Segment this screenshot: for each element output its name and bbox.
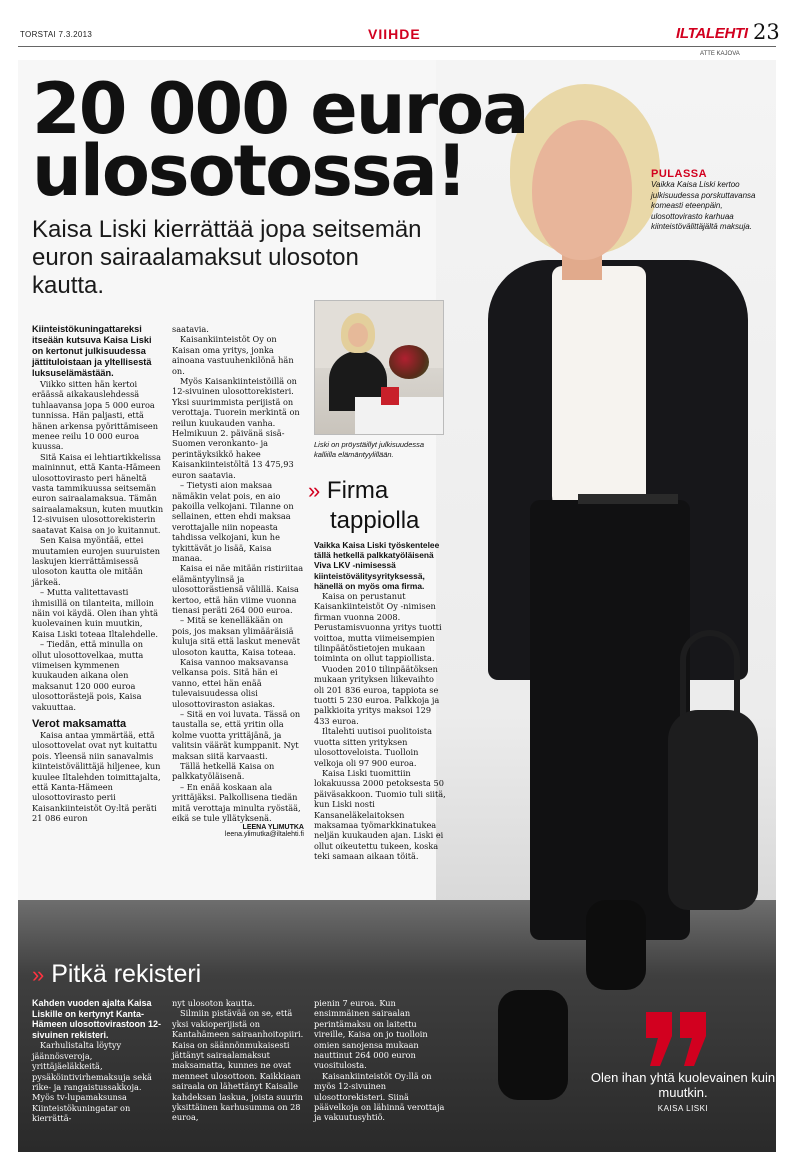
headline-line-2: ulosotossa! xyxy=(32,130,466,212)
photo-belt xyxy=(578,494,678,504)
firma-title-line-1: Firma xyxy=(326,477,389,504)
inset-photo xyxy=(314,300,444,435)
header-rule xyxy=(18,46,776,47)
article-column-1 xyxy=(32,324,164,884)
quote-marks-icon xyxy=(642,1010,712,1068)
photo-shirt xyxy=(552,266,646,516)
body-paragraph: Kaisa antaa ymmärtää, että ulosottovelat ovat nyt kuitattu pois. Yleensä niin sanavalmis kiinteistövälittäjä hiljenee, kun kuulee Iltalehden toimittajalta, että Kanta-Hämeen ulosottovirasto perii Kaisankiinteistöt Oy:ltä peräti 21 086 euron xyxy=(32,730,161,824)
article-subheadline: Kaisa Liski kierrättää jopa seitsemän euron sairaalamaksut ulosoton kautta. xyxy=(32,216,422,299)
body-paragraph: Silmiin pistävää on se, että yksi vakioperijistä on Kantahämeen sairaanhoitopiiri. Kaisa on säännönmukaisesti jättänyt sairaalamaksut maksamatta, kunnes ne ovat menneet ulosottoon. Kaikkiaan sairaala on lähettänyt Kaisalle kahdeksan laskua, joista suurin yksittäinen karhusumma on 28 euroa, xyxy=(172,1008,304,1123)
body-paragraph: – En enää koskaan ala yrittäjäksi. Palkollisena tiedän mitä verottaja minulta ryöstää, eikä se tule yllätyksenä. xyxy=(172,781,301,824)
brand-logo: ILTALEHTI xyxy=(676,25,748,42)
body-paragraph: Tällä hetkellä Kaisa on palkkatyöläisenä. xyxy=(172,761,275,782)
section-label: VIIHDE xyxy=(368,26,421,42)
firma-column xyxy=(314,540,446,890)
inset-flowers xyxy=(389,345,429,379)
photo-caption-pulassa xyxy=(651,168,776,233)
inset-gift xyxy=(381,387,399,405)
pitka-lead: Kahden vuoden ajalta Kaisa Liskille on kertynyt Kanta-Hämeen ulosottovirastoon 12-sivuinen rekisteri. xyxy=(32,998,162,1040)
body-paragraph: Kaisa ei näe mitään ristiriitaa elämäntyylinsä ja ulosottorästiensä välillä. Kaisa kertoo, että hän viime vuonna tienasi peräti 264 000 euroa. xyxy=(172,563,304,615)
section-subhead: Verot maksamatta xyxy=(32,718,127,730)
body-paragraph: pienin 7 euroa. Kun ensimmäinen sairaalan perintämaksu on laitettu vireille, Kaisa on jo tuolloin omien sanojensa mukaan nauttinut 264 000 euron vuositulosta. xyxy=(314,998,428,1071)
chevron-right-icon: » xyxy=(308,478,321,503)
inset-woman-face xyxy=(348,323,368,347)
photo-credit: ATTE KAJOVA xyxy=(700,51,740,57)
pitka-column-3 xyxy=(314,998,446,1123)
body-paragraph: Viikko sitten hän kertoi eräässä aikakauslehdessä tuhlaavansa jopa 5 000 euroa tunnissa. Hän paljasti, että hänen arkensa pyörittämiseen menee reilu 10 000 euroa kuussa. xyxy=(32,379,159,452)
photo-face xyxy=(532,120,632,260)
firma-title-line-2: tappiolla xyxy=(330,507,420,534)
body-paragraph: – Tietysti aion maksaa nämäkin velat pois, en aio pakoilla velkojani. Tilanne on sellainen, etten ehdi maksaa verottajalle niin nopeasta tahdissa velkojani, kun he tykittävät jo lisää, Kaisa manaa. xyxy=(172,480,294,563)
page-number: 23 xyxy=(753,20,780,44)
chevron-right-icon: » xyxy=(32,962,45,987)
body-paragraph: Kaisa Liski tuomittiin lokakuussa 2000 petoksesta 50 päiväsakkoon. Tuomio tuli siitä, kun Liski nosti Kansaneläkelaitoksen maksamaa työmarkkinatukea neljän kuukauden ajan. Liski ei ollut oikeutettu tukeen, koska teki samaan aikaan töitä. xyxy=(314,767,446,862)
pitka-column-1 xyxy=(32,998,162,1124)
body-paragraph: Kaisankiinteistöt Oy:llä on myös 12-sivuinen ulosottorekisteri. Siinä päävelkoja on lähinnä verottaja ja vakuutusyhtiö. xyxy=(314,1070,445,1123)
caption-kicker: PULASSA xyxy=(651,168,708,180)
pitka-title: Pitkä rekisteri xyxy=(51,960,202,988)
caption-text: Vaikka Kaisa Liski kertoo julkisuudessa porskuttavansa komeasti eteenpäin, ulosottovirasto karhuaa kiinteistövälittäjältä maksuja. xyxy=(651,180,756,231)
article-headline xyxy=(32,68,528,212)
quote-text: Olen ihan yhtä kuolevainen kuin muutkin. xyxy=(590,1070,776,1100)
body-paragraph: – Mutta valitettavasti ihmisillä on tilanteita, milloin näin voi käydä. Olen ihan yhtä kuolevainen kuin muutkin, Kaisa Liski toteaa Iltalehdelle. xyxy=(32,587,158,639)
quote-attribution: KAISA LISKI xyxy=(657,1104,709,1113)
body-paragraph: Vuoden 2010 tilinpäätöksen mukaan yrityksen liikevaihto oli 201 836 euroa, tappiota se tuotti 5 230 euroa. Palkkoja ja palkkioita yritys maksoi 129 433 euroa. xyxy=(314,663,440,726)
body-paragraph: – Sitä en voi luvata. Tässä on taustalla se, että yritin olla kolme vuotta yrittäjänä, ja valitsin väärät kumppanit. Nyt maksan siitä karvaasti. xyxy=(172,709,301,761)
inset-caption: Liski on pröystäillyt julkisuudessa kalliilla elämäntyylillään. xyxy=(314,440,425,459)
headline-line-1: 20 000 euroa xyxy=(32,68,528,150)
issue-date: TORSTAI 7.3.2013 xyxy=(20,30,93,39)
pitka-heading xyxy=(32,960,201,989)
body-paragraph: Karhulistalta löytyy jäännösveroja, yrittäjäeläkkeitä, pysäköintivirhemaksuja sekä rike- ja rangaistussakkoja. Myös tv-lupamaksunsa Kiinteistökuningatar on kierrättä- xyxy=(32,1040,152,1124)
pitka-column-2 xyxy=(172,998,306,1123)
body-paragraph: Kaisa vannoo maksavansa velkansa pois. Sitä hän ei vanno, ettei hän enää tulevaisuudessa olisi ulosottoviraston asiakas. xyxy=(172,657,289,709)
author-email[interactable]: leena.ylimutka@iltalehti.fi xyxy=(224,830,304,838)
body-paragraph: – Tiedän, että minulla on ollut ulosottovelkaa, mutta viimeisen kymmenen kuukauden aikana olen maksanut 120 000 euroa ulosottorästejä pois, Kaisa vakuuttaa. xyxy=(32,639,144,712)
firma-heading xyxy=(308,476,419,536)
page-header xyxy=(0,0,796,57)
body-paragraph: Sitä Kaisa ei lehtiartikkelissa maininnut, että Kanta-Hämeen ulosottovirasto peri häneltä vasta tammikuussa seitsemän euron sairaalamaksua. Tämän sairaalamaksun, kuten muutkin 12-sivuisen ulosottorekisterin saatavat Kaisa on jo kuitannut. xyxy=(32,451,164,535)
firma-lead: Vaikka Kaisa Liski työskentelee tällä hetkellä palkkatyöläisenä Viva LKV -nimisessä kiinteistövälitysyrityksessä, hänellä on myös oma firma. xyxy=(314,540,440,591)
photo-trousers xyxy=(530,500,690,940)
photo-handbag xyxy=(668,710,758,910)
body-paragraph: Kaisankiinteistöt Oy on Kaisan oma yritys, jonka ainoana vastuuhenkilönä hän on. xyxy=(172,334,294,376)
article-column-2 xyxy=(172,324,304,884)
body-paragraph: saatavia. xyxy=(172,324,209,334)
body-paragraph: Sen Kaisa myöntää, ettei muutamien eurojen suuruisten laskujen kierrättämisessä ulosoton kautta ole mitään järkeä. xyxy=(32,535,160,587)
body-paragraph: Iltalehti uutisoi puolitoista vuotta sitten yrityksen ulosottoveloista. Tuolloin velkoja oli 97 900 euroa. xyxy=(314,726,432,768)
body-paragraph: Myös Kaisankiinteistöillä on 12-sivuinen ulosottorekisteri. Yksi suurimmista perijistä on verottaja. Tuorein merkintä on reilun kuukauden vanha. Helmikuun 2. päivänä sisä-Suomen veronkanto- ja perintäyksikkö hakee Kaisankiinteistöltä 13 475,93 euron saatavia. xyxy=(172,376,300,480)
author-name: LEENA YLIMUTKA xyxy=(242,823,304,831)
body-paragraph: nyt ulosoton kautta. xyxy=(172,998,256,1008)
body-paragraph: Kaisa on perustanut Kaisankiinteistöt Oy -nimisen firman vuonna 2008. Perustamisvuonna yritys tuotti voittoa, mutta viimeisempien tilinpäätöstietojen mukaan toiminta on ollut tappiollista. xyxy=(314,591,442,664)
body-paragraph: – Mitä se kenelläkään on pois, jos maksan ylimääräisiä kuluja sitä että laskut menevät ulosoton kautta, Kaisa toteaa. xyxy=(172,615,301,657)
inset-table xyxy=(355,397,444,435)
article-lead: Kiinteistökuningattareksi itseään kutsuva Kaisa Liski on kertonut julkisuudessa jättituloistaan ja yltellisestä luksuselämästään. xyxy=(32,324,152,378)
